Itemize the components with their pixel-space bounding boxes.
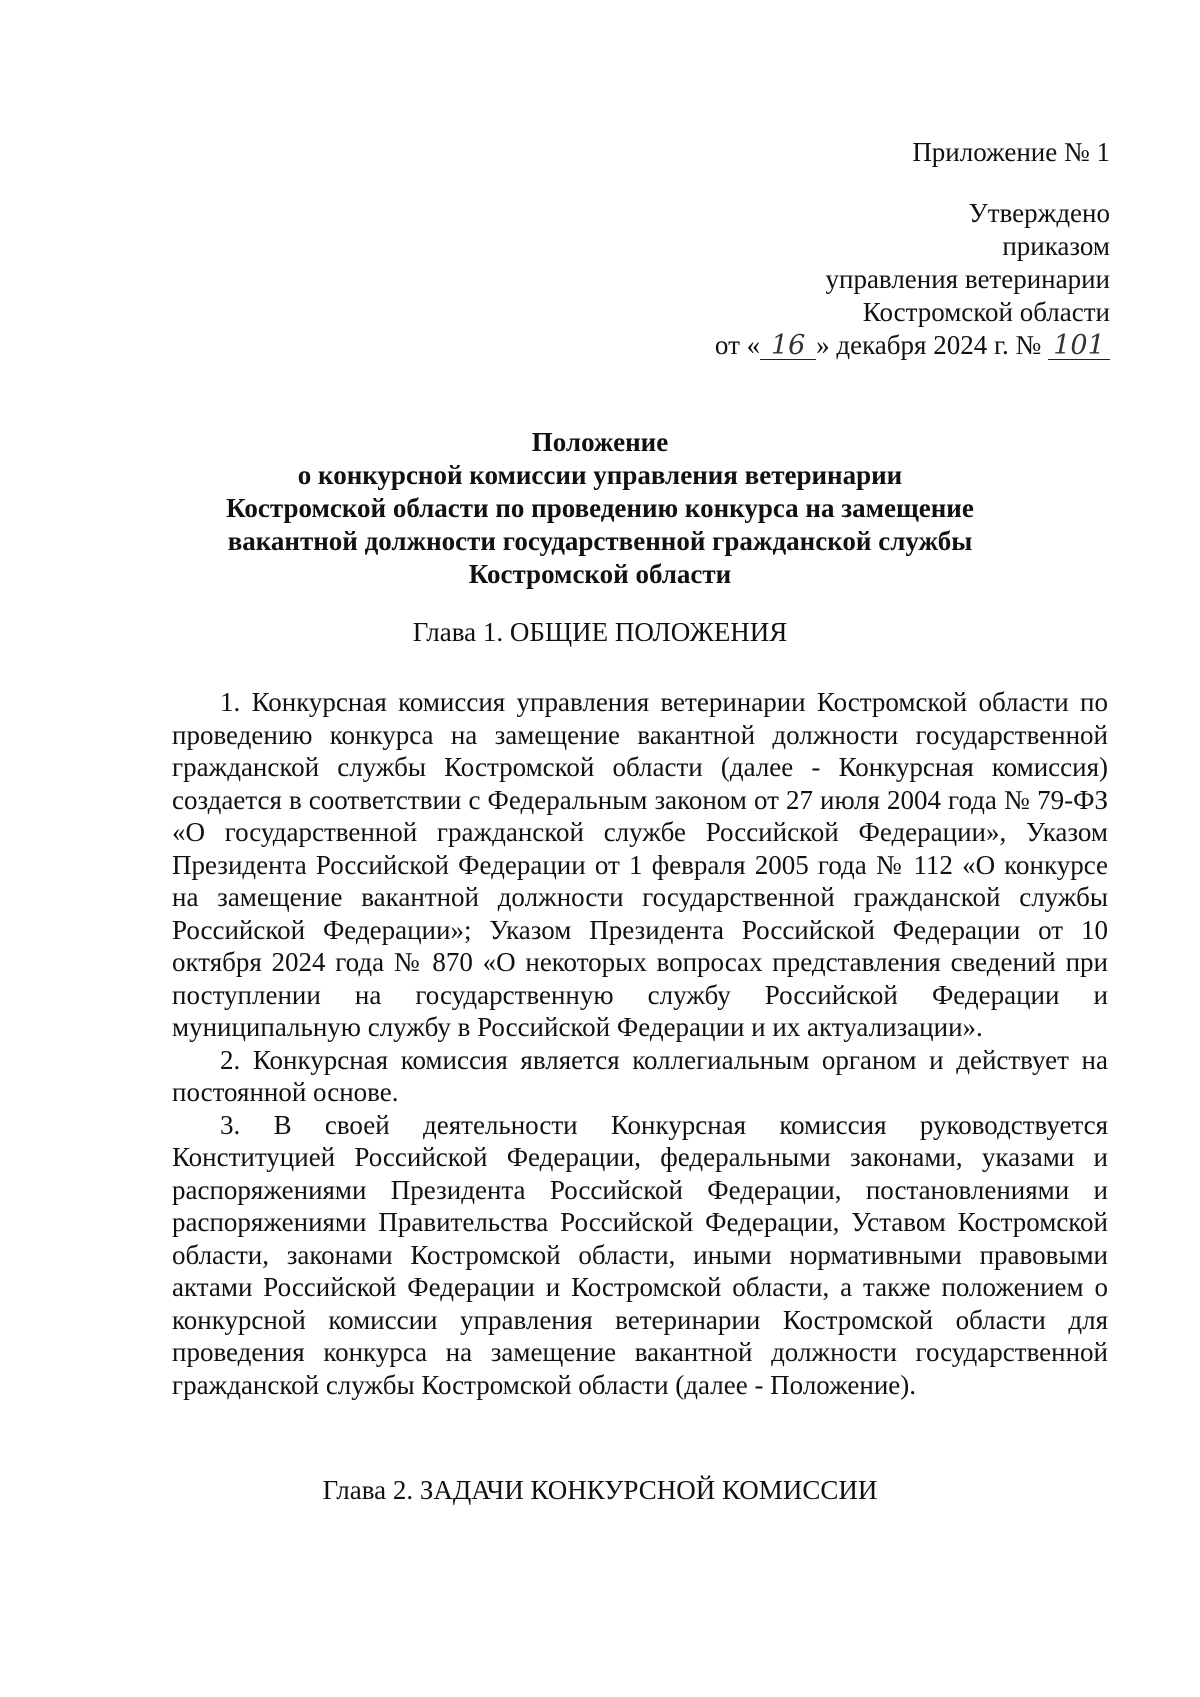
paragraph-1: 1. Конкурсная комиссия управления ветеринарии Костромской области по проведению конкурса на замещение вакантной должности государственной гражданской службы Костромской области (далее - Конкурсная комиссия) создается в соответствии с Федеральным законом от 27 июля 2004 года № 79-ФЗ «О государственной гражданской службе Российской Федерации», Указом Президента Российской Федерации от 1 февраля 2005 года № 112 «О конкурсе на замещение вакантной должности государственной гражданской службы Российской Федерации»; Указом Президента Российской Федерации от 10 октября 2024 года № 870 «О некоторых вопросах представления сведений при поступлении на государственную службу Российской Федерации и муниципальную службу в Российской Федерации и их актуализации». (172, 687, 1108, 1042)
date-prefix: от « (714, 330, 761, 360)
organization-line-2: Костромской области (862, 297, 1110, 327)
chapter-1-body (172, 686, 1108, 1401)
order-label: приказом (1002, 231, 1110, 261)
handwritten-day: 16 (760, 333, 816, 360)
date-middle: » декабря 2024 г. № (816, 330, 1042, 360)
paragraph-3: 3. В своей деятельности Конкурсная комиссия руководствуется Конституцией Российской Федерации, федеральными законами, указами и распоряжениями Президента Российской Федерации, постановлениями и распоряжениями Правительства Российской Федерации, Уставом Костромской области, законами Костромской области, иными нормативными правовыми актами Российской Федерации и Костромской области, а также положением о конкурсной комиссии управления ветеринарии Костромской области для проведения конкурса на замещение вакантной должности государственной гражданской службы Костромской области (далее - Положение). (172, 1109, 1108, 1400)
title-line-5: Костромской области (468, 559, 732, 589)
title-line-3: Костромской области по проведению конкурса на замещение (226, 493, 974, 523)
title-line-1: Положение (531, 427, 669, 457)
chapter-1-heading: Глава 1. ОБЩИЕ ПОЛОЖЕНИЯ (412, 617, 788, 647)
document-title (150, 426, 1050, 591)
organization-line-1: управления ветеринарии (825, 264, 1110, 294)
title-line-2: о конкурсной комиссии управления ветеринарии (297, 460, 903, 490)
paragraph-2: 2. Конкурсная комиссия является коллегиальным органом и действует на постоянной основе. (172, 1044, 1108, 1107)
handwritten-order-number: 101 (1048, 333, 1110, 360)
approved-label: Утверждено (968, 198, 1110, 228)
order-date-line (715, 329, 1110, 362)
approval-header (715, 136, 1110, 362)
chapter-2-heading: Глава 2. ЗАДАЧИ КОНКУРСНОЙ КОМИССИИ (322, 1475, 878, 1505)
title-line-4: вакантной должности государственной гражданской службы (227, 526, 973, 556)
appendix-label: Приложение № 1 (912, 137, 1110, 167)
